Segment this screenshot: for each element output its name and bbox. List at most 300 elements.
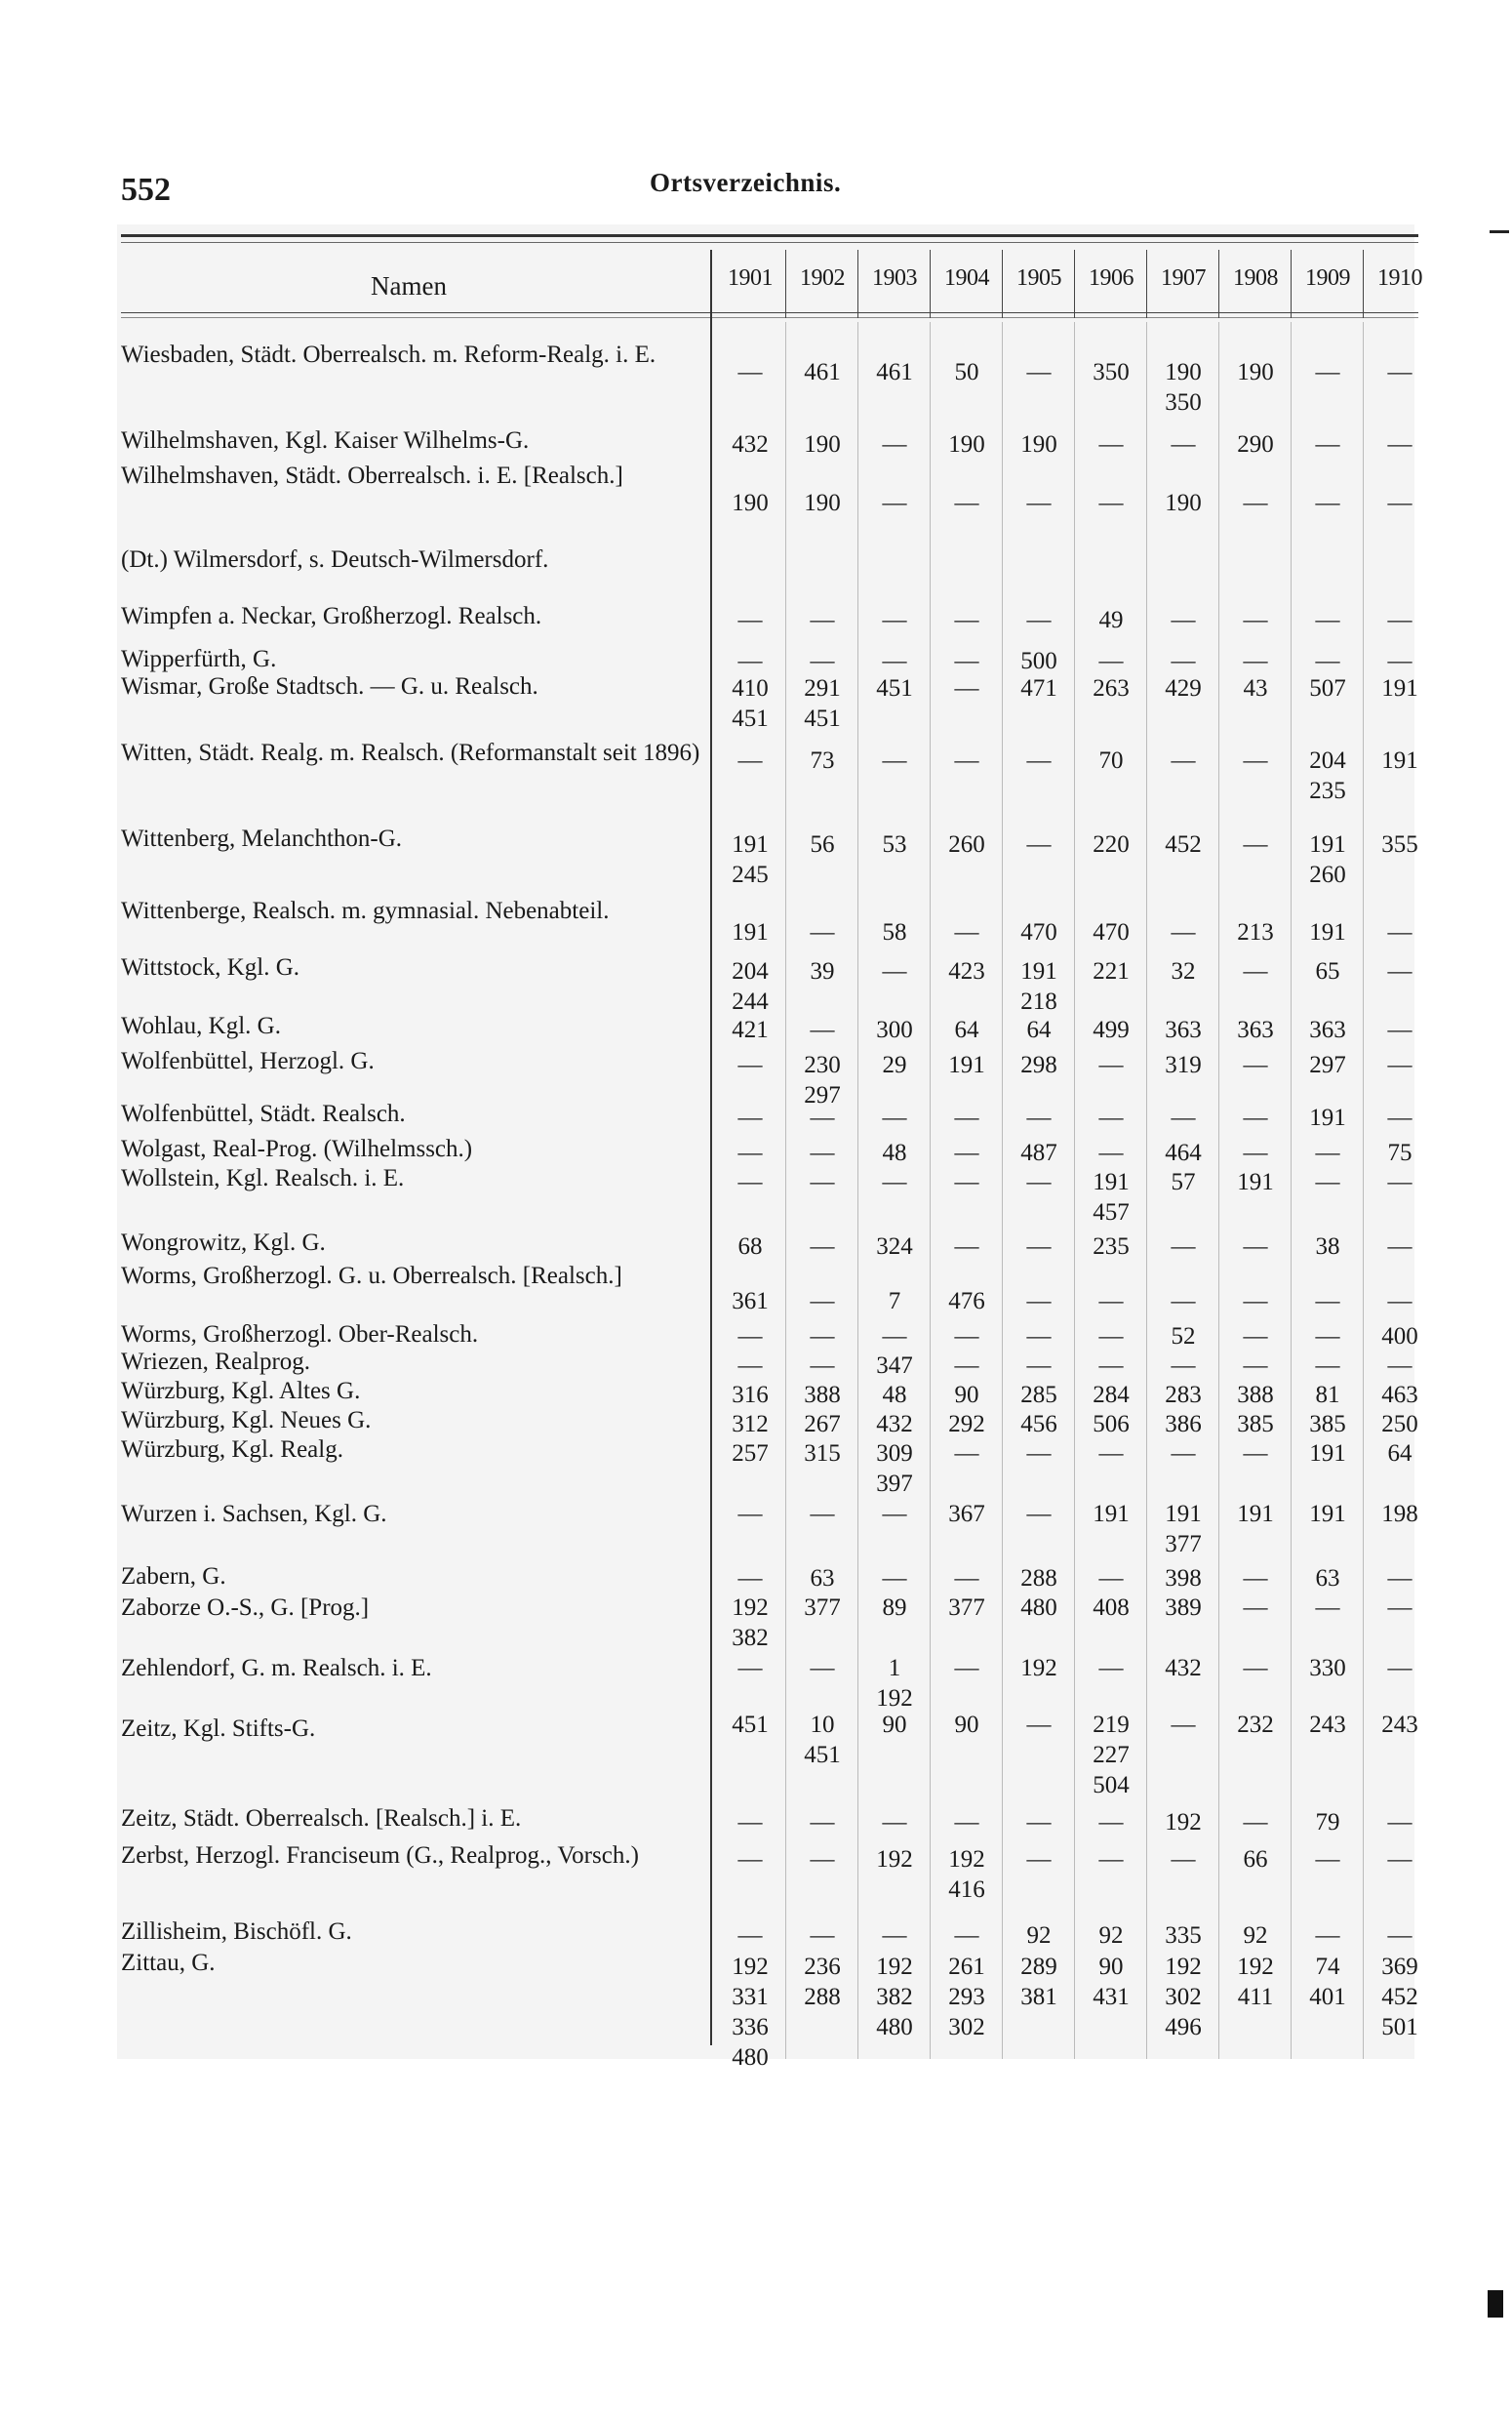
table-cell: — <box>1171 607 1196 633</box>
row-name: (Dt.) Wilmersdorf, s. Deutsch-Wilmersdorf. <box>121 546 549 573</box>
table-cell: — <box>1387 1809 1413 1835</box>
table-cell: — <box>1243 490 1268 516</box>
table-cell: 500 <box>1020 648 1057 674</box>
row-name: Zeitz, Kgl. Stifts-G. <box>121 1715 316 1742</box>
table-cell: 476 <box>948 1288 985 1314</box>
table-cell: 192 416 <box>948 1846 985 1903</box>
table-cell: 315 <box>804 1440 841 1467</box>
table-cell: 291 451 <box>804 675 841 732</box>
table-cell: — <box>737 1565 763 1592</box>
table-cell: — <box>954 1233 979 1260</box>
table-cell: — <box>1098 490 1124 516</box>
table-cell: — <box>810 1017 835 1043</box>
table-cell: — <box>954 1440 979 1467</box>
table-cell: 192 382 <box>732 1594 769 1651</box>
table-cell: — <box>1243 1440 1268 1467</box>
table-cell: 92 <box>1098 1922 1124 1949</box>
table-cell: — <box>1171 1352 1196 1379</box>
table-cell: — <box>954 675 979 702</box>
row-name: Wolfenbüttel, Städt. Realsch. <box>121 1101 406 1127</box>
table-cell: — <box>1026 1440 1052 1467</box>
table-cell: 432 <box>876 1411 913 1437</box>
table-cell: — <box>1098 1846 1124 1873</box>
table-cell: 470 <box>1093 919 1130 946</box>
table-cell: — <box>1026 1809 1052 1835</box>
table-cell: 90 431 <box>1093 1954 1130 2010</box>
table-cell: — <box>954 1922 979 1949</box>
table-cell: — <box>1387 1922 1413 1949</box>
table-cell: — <box>1387 431 1413 458</box>
table-cell: — <box>954 648 979 674</box>
table-cell: 316 <box>732 1382 769 1408</box>
row-name: Wittenberg, Melanchthon-G. <box>121 826 403 852</box>
table-cell: 235 <box>1093 1233 1130 1260</box>
table-cell: 350 <box>1093 359 1130 385</box>
table-cell: — <box>1243 607 1268 633</box>
table-cell: — <box>954 1323 979 1350</box>
table-cell: 191 <box>1309 1105 1346 1131</box>
table-cell: 429 <box>1165 675 1202 702</box>
header-column-rule <box>857 250 858 318</box>
table-cell: 73 <box>810 747 835 774</box>
table-cell: 471 <box>1020 675 1057 702</box>
table-cell: 65 <box>1315 958 1340 985</box>
table-cell: 192 331 336 480 <box>732 1954 769 2071</box>
table-cell: 432 <box>1165 1655 1202 1681</box>
table-cell: — <box>1026 831 1052 858</box>
table-cell: — <box>882 1565 907 1592</box>
table-cell: — <box>882 1501 907 1527</box>
row-name: Zabern, G. <box>121 1563 226 1590</box>
table-cell: 43 <box>1243 675 1268 702</box>
table-cell: — <box>1243 1233 1268 1260</box>
year-header: 1910 <box>1377 265 1422 291</box>
table-cell: 398 <box>1165 1565 1202 1592</box>
table-cell: — <box>1026 1288 1052 1314</box>
table-cell: 499 <box>1093 1017 1130 1043</box>
table-cell: 191 <box>1309 1440 1346 1467</box>
header-column-rule <box>1363 250 1364 318</box>
table-cell: — <box>1026 1712 1052 1738</box>
top-rule <box>121 234 1418 237</box>
table-cell: — <box>1315 1140 1340 1166</box>
table-cell: — <box>1387 1233 1413 1260</box>
table-cell: — <box>1387 648 1413 674</box>
row-name: Wolgast, Real-Prog. (Wilhelmssch.) <box>121 1136 473 1162</box>
row-name: Würzburg, Kgl. Altes G. <box>121 1378 361 1404</box>
table-cell: 285 <box>1020 1382 1057 1408</box>
table-cell: 456 <box>1020 1411 1057 1437</box>
table-cell: 89 <box>882 1594 907 1621</box>
row-name: Wiesbaden, Städt. Oberrealsch. m. Reform-Realg. i. E. <box>121 342 657 368</box>
table-cell: — <box>1243 1352 1268 1379</box>
row-name: Wipperfürth, G. <box>121 646 277 672</box>
table-cell: — <box>1098 1440 1124 1467</box>
table-cell: — <box>810 648 835 674</box>
table-cell: 204 235 <box>1309 747 1346 804</box>
table-cell: — <box>882 1809 907 1835</box>
row-name: Worms, Großherzogl. Ober-Realsch. <box>121 1321 479 1348</box>
table-cell: 90 <box>882 1712 907 1738</box>
table-cell: — <box>1387 1288 1413 1314</box>
table-cell: 191 <box>948 1052 985 1078</box>
table-cell: 292 <box>948 1411 985 1437</box>
table-cell: 464 <box>1165 1140 1202 1166</box>
table-cell: 38 <box>1315 1233 1340 1260</box>
table-cell: — <box>810 1846 835 1873</box>
table-cell: 261 293 302 <box>948 1954 985 2040</box>
table-cell: — <box>1387 1169 1413 1195</box>
table-cell: — <box>882 490 907 516</box>
table-cell: — <box>882 958 907 985</box>
table-cell: — <box>1171 1846 1196 1873</box>
table-cell: 363 <box>1165 1017 1202 1043</box>
table-cell: 335 <box>1165 1922 1202 1949</box>
table-cell: 369 452 501 <box>1381 1954 1418 2040</box>
table-cell: 470 <box>1020 919 1057 946</box>
table-cell: 298 <box>1020 1052 1057 1078</box>
table-cell: 191 260 <box>1309 831 1346 888</box>
table-cell: 363 <box>1237 1017 1274 1043</box>
table-cell: 63 <box>1315 1565 1340 1592</box>
table-cell: — <box>1098 1565 1124 1592</box>
table-cell: — <box>1026 1233 1052 1260</box>
table-cell: 243 <box>1309 1712 1346 1738</box>
table-cell: — <box>1026 359 1052 385</box>
table-cell: — <box>954 1352 979 1379</box>
row-name: Wimpfen a. Neckar, Großherzogl. Realsch. <box>121 603 542 629</box>
table-cell: — <box>1387 607 1413 633</box>
row-name: Wongrowitz, Kgl. G. <box>121 1230 326 1256</box>
table-cell: — <box>1315 431 1340 458</box>
table-cell: — <box>737 1501 763 1527</box>
row-name: Zerbst, Herzogl. Franciseum (G., Realprog., Vorsch.) <box>121 1842 639 1869</box>
table-cell: — <box>1315 359 1340 385</box>
table-cell: 330 <box>1309 1655 1346 1681</box>
year-header: 1902 <box>800 265 845 291</box>
table-cell: — <box>1315 1169 1340 1195</box>
page-number: 552 <box>121 172 171 208</box>
table-cell: — <box>1098 1352 1124 1379</box>
table-cell: 363 <box>1309 1017 1346 1043</box>
table-cell: — <box>810 1655 835 1681</box>
table-cell: — <box>1387 359 1413 385</box>
table-cell: 297 <box>1309 1052 1346 1078</box>
table-cell: — <box>1315 1594 1340 1621</box>
table-cell: 288 <box>1020 1565 1057 1592</box>
table-cell: 90 <box>954 1382 979 1408</box>
table-cell: — <box>1243 1809 1268 1835</box>
row-name: Zehlendorf, G. m. Realsch. i. E. <box>121 1655 432 1681</box>
row-name: Wilhelmshaven, Städt. Oberrealsch. i. E. [Realsch.] <box>121 463 623 489</box>
table-cell: — <box>1026 1846 1052 1873</box>
header-column-rule <box>1218 250 1219 318</box>
table-cell: 290 <box>1237 431 1274 458</box>
table-cell: 452 <box>1165 831 1202 858</box>
table-cell: 192 <box>1165 1809 1202 1835</box>
table-cell: 324 <box>876 1233 913 1260</box>
table-cell: — <box>1315 1922 1340 1949</box>
table-cell: — <box>1387 490 1413 516</box>
table-cell: — <box>1243 958 1268 985</box>
table-cell: — <box>1243 1105 1268 1131</box>
table-cell: — <box>810 919 835 946</box>
table-cell: 39 <box>810 958 835 985</box>
table-cell: 388 <box>1237 1382 1274 1408</box>
table-cell: — <box>737 1323 763 1350</box>
table-cell: 191 <box>732 919 769 946</box>
table-cell: 221 <box>1093 958 1130 985</box>
table-cell: — <box>1315 1288 1340 1314</box>
name-column-rule <box>710 250 712 2045</box>
table-cell: 192 411 <box>1237 1954 1274 2010</box>
table-cell: 191 377 <box>1165 1501 1202 1557</box>
row-name: Wolfenbüttel, Herzogl. G. <box>121 1048 375 1074</box>
table-cell: — <box>954 1169 979 1195</box>
table-cell: 410 451 <box>732 675 769 732</box>
table-cell: 191 <box>1093 1501 1130 1527</box>
table-cell: — <box>1315 607 1340 633</box>
table-cell: — <box>810 1922 835 1949</box>
table-cell: 79 <box>1315 1809 1340 1835</box>
table-cell: — <box>810 1352 835 1379</box>
table-cell: 49 <box>1098 607 1124 633</box>
row-name: Zeitz, Städt. Oberrealsch. [Realsch.] i. E. <box>121 1805 522 1832</box>
header-rule-thin <box>121 317 1418 318</box>
table-cell: — <box>1171 1288 1196 1314</box>
table-cell: 236 288 <box>804 1954 841 2010</box>
table-cell: 48 <box>882 1140 907 1166</box>
table-cell: 289 381 <box>1020 1954 1057 2010</box>
year-header: 1906 <box>1089 265 1134 291</box>
table-cell: 284 <box>1093 1382 1130 1408</box>
table-cell: — <box>737 1052 763 1078</box>
header-column-rule <box>785 250 786 318</box>
table-cell: 361 <box>732 1288 769 1314</box>
table-cell: 204 244 <box>732 958 769 1015</box>
table-cell: — <box>1098 1323 1124 1350</box>
table-cell: — <box>737 1105 763 1131</box>
table-cell: — <box>737 1352 763 1379</box>
table-cell: 260 <box>948 831 985 858</box>
table-cell: — <box>1315 1323 1340 1350</box>
table-cell: — <box>1387 1352 1413 1379</box>
table-cell: — <box>737 1809 763 1835</box>
table-cell: 267 <box>804 1411 841 1437</box>
table-cell: — <box>1171 1105 1196 1131</box>
header-rule <box>121 312 1418 313</box>
table-cell: 57 <box>1171 1169 1196 1195</box>
table-cell: 506 <box>1093 1411 1130 1437</box>
table-cell: 53 <box>882 831 907 858</box>
table-cell: — <box>1098 431 1124 458</box>
table-cell: — <box>1243 1323 1268 1350</box>
row-name: Wismar, Große Stadtsch. — G. u. Realsch. <box>121 673 538 700</box>
year-header: 1907 <box>1161 265 1206 291</box>
table-cell: — <box>954 919 979 946</box>
table-cell: 191 <box>1309 1501 1346 1527</box>
table-cell: 198 <box>1381 1501 1418 1527</box>
table-cell: — <box>1098 1140 1124 1166</box>
table-cell: 50 <box>954 359 979 385</box>
table-cell: 319 <box>1165 1052 1202 1078</box>
table-cell: 507 <box>1309 675 1346 702</box>
table-cell: — <box>1387 1105 1413 1131</box>
table-cell: 92 <box>1243 1922 1268 1949</box>
table-cell: — <box>1243 1140 1268 1166</box>
table-cell: — <box>1243 1594 1268 1621</box>
table-cell: — <box>954 490 979 516</box>
table-cell: — <box>1098 1655 1124 1681</box>
row-name: Worms, Großherzogl. G. u. Oberrealsch. [Realsch.] <box>121 1263 622 1289</box>
table-cell: — <box>1098 648 1124 674</box>
table-cell: — <box>737 1922 763 1949</box>
table-cell: — <box>737 1846 763 1873</box>
table-cell: — <box>954 1655 979 1681</box>
table-cell: 283 <box>1165 1382 1202 1408</box>
table-cell: — <box>882 431 907 458</box>
year-header: 1904 <box>944 265 989 291</box>
table-cell: 388 <box>804 1382 841 1408</box>
margin-mark <box>1490 230 1509 233</box>
table-cell: 191 457 <box>1093 1169 1130 1226</box>
row-name: Würzburg, Kgl. Realg. <box>121 1436 343 1463</box>
header-column-rule <box>930 250 931 318</box>
row-name: Wilhelmshaven, Kgl. Kaiser Wilhelms-G. <box>121 427 530 454</box>
table-cell: — <box>1243 747 1268 774</box>
row-name: Zaborze O.-S., G. [Prog.] <box>121 1594 370 1621</box>
table-cell: — <box>1026 1169 1052 1195</box>
table-cell: 263 <box>1093 675 1130 702</box>
table-cell: — <box>1315 648 1340 674</box>
table-cell: — <box>1026 1105 1052 1131</box>
table-cell: 68 <box>737 1233 763 1260</box>
row-name: Zittau, G. <box>121 1950 216 1976</box>
table-cell: 219 227 504 <box>1093 1712 1130 1798</box>
table-cell: 250 <box>1381 1411 1418 1437</box>
column-header-namen: Namen <box>371 271 447 301</box>
table-cell: 92 <box>1026 1922 1052 1949</box>
table-cell: — <box>737 607 763 633</box>
year-header: 1901 <box>728 265 773 291</box>
table-cell: — <box>810 607 835 633</box>
table-cell: — <box>1098 1052 1124 1078</box>
table-cell: — <box>737 359 763 385</box>
table-cell: — <box>1387 1594 1413 1621</box>
year-header: 1905 <box>1016 265 1061 291</box>
table-cell: 190 <box>804 490 841 516</box>
table-cell: 191 <box>1309 919 1346 946</box>
table-cell: 64 <box>1026 1017 1052 1043</box>
table-cell: 461 <box>804 359 841 385</box>
table-cell: — <box>1026 1323 1052 1350</box>
table-cell: — <box>737 1655 763 1681</box>
table-cell: 7 <box>888 1288 901 1314</box>
table-cell: 243 <box>1381 1712 1418 1738</box>
table-cell: — <box>810 1140 835 1166</box>
table-cell: — <box>954 1809 979 1835</box>
table-cell: — <box>882 648 907 674</box>
table-cell: — <box>1026 607 1052 633</box>
table-cell: 190 <box>732 490 769 516</box>
table-cell: 213 <box>1237 919 1274 946</box>
table-cell: 347 <box>876 1352 913 1379</box>
table-cell: 10 451 <box>804 1712 841 1768</box>
row-name: Zillisheim, Bischöfl. G. <box>121 1918 352 1945</box>
table-cell: — <box>1026 1352 1052 1379</box>
table-cell: — <box>1387 1655 1413 1681</box>
table-cell: 312 <box>732 1411 769 1437</box>
table-cell: 74 401 <box>1309 1954 1346 2010</box>
table-cell: 190 <box>948 431 985 458</box>
table-cell: 400 <box>1381 1323 1418 1350</box>
table-cell: 377 <box>948 1594 985 1621</box>
table-cell: — <box>1098 1105 1124 1131</box>
table-cell: 480 <box>1020 1594 1057 1621</box>
row-name: Wittstock, Kgl. G. <box>121 954 300 981</box>
table-cell: 300 <box>876 1017 913 1043</box>
table-cell: — <box>1171 431 1196 458</box>
table-cell: 451 <box>876 675 913 702</box>
table-cell: 192 382 480 <box>876 1954 913 2040</box>
table-cell: — <box>1243 648 1268 674</box>
table-cell: 451 <box>732 1712 769 1738</box>
table-cell: 63 <box>810 1565 835 1592</box>
table-cell: 191 <box>1237 1169 1274 1195</box>
table-cell: 421 <box>732 1017 769 1043</box>
row-name: Wollstein, Kgl. Realsch. i. E. <box>121 1165 405 1191</box>
table-cell: 191 245 <box>732 831 769 888</box>
table-cell: 385 <box>1309 1411 1346 1437</box>
table-cell: 190 350 <box>1165 359 1202 416</box>
table-cell: — <box>810 1288 835 1314</box>
table-cell: 52 <box>1171 1323 1196 1350</box>
table-cell: — <box>954 1140 979 1166</box>
table-cell: 408 <box>1093 1594 1130 1621</box>
table-cell: 1 192 <box>876 1655 913 1712</box>
table-cell: — <box>1387 919 1413 946</box>
table-cell: 191 218 <box>1020 958 1057 1015</box>
table-cell: 190 <box>1020 431 1057 458</box>
table-cell: — <box>1171 919 1196 946</box>
row-name: Wurzen i. Sachsen, Kgl. G. <box>121 1501 387 1527</box>
table-cell: 355 <box>1381 831 1418 858</box>
table-cell: — <box>954 607 979 633</box>
table-cell: — <box>954 747 979 774</box>
table-cell: — <box>1026 747 1052 774</box>
row-name: Wittenberge, Realsch. m. gymnasial. Nebenabteil. <box>121 898 610 924</box>
table-cell: — <box>1315 490 1340 516</box>
table-cell: — <box>810 1809 835 1835</box>
table-cell: 192 <box>1020 1655 1057 1681</box>
year-header: 1903 <box>872 265 917 291</box>
table-cell: — <box>882 747 907 774</box>
table-cell: 230 297 <box>804 1052 841 1109</box>
table-cell: 64 <box>1387 1440 1413 1467</box>
table-cell: 192 302 496 <box>1165 1954 1202 2040</box>
table-cell: 191 <box>1237 1501 1274 1527</box>
table-cell: — <box>1171 747 1196 774</box>
table-cell: 29 <box>882 1052 907 1078</box>
table-cell: 487 <box>1020 1140 1057 1166</box>
table-cell: — <box>737 648 763 674</box>
running-head: Ortsverzeichnis. <box>650 168 842 197</box>
table-cell: — <box>1387 1565 1413 1592</box>
table-cell: 309 397 <box>876 1440 913 1497</box>
table-cell: — <box>1243 1655 1268 1681</box>
table-cell: — <box>810 1323 835 1350</box>
table-cell: — <box>810 1501 835 1527</box>
